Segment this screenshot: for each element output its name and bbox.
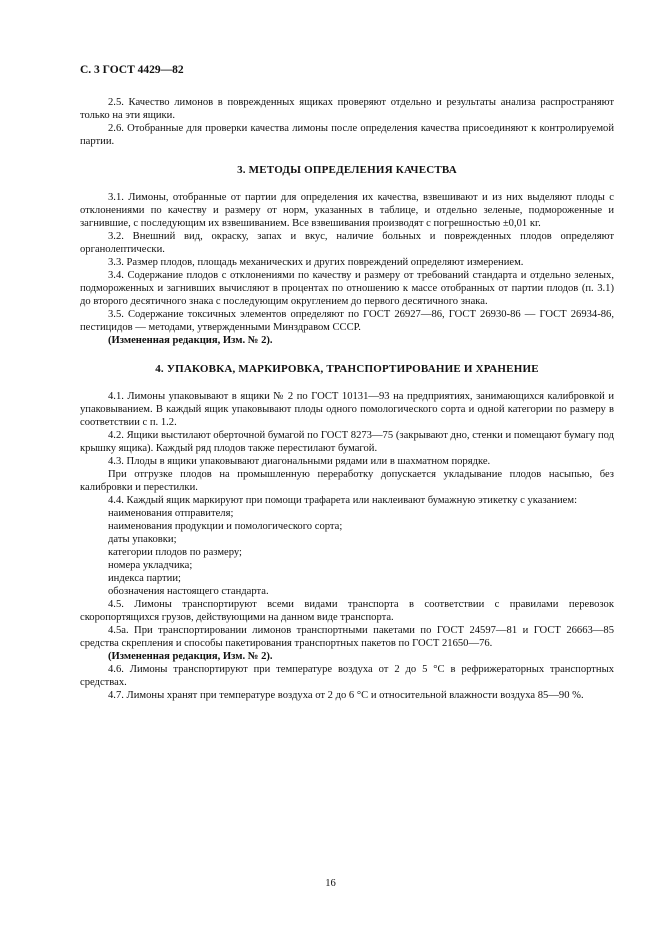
page-number: 16 [325,878,336,889]
document-body [80,96,614,702]
paragraph-4-4: 4.4. Каждый ящик маркируют при помощи трафарета или наклеивают бумажную этикетку с указанием: [108,495,578,506]
paragraph-3-4: 3.4. Содержание плодов с отклонениями по качеству и размеру от требований стандарта и отдельно зеленых, подмороженных и загнивших вычисляют в процентах по отношению к массе отобранных от партии плодов (п. 3.1) до второго десятичного знака с последующим округлением до первого десятичного знака. [80,270,614,307]
page-header: С. 3 ГОСТ 4429—82 [80,64,184,76]
paragraph-3-3: 3.3. Размер плодов, площадь механических и других повреждений определяют измерением. [108,257,524,268]
section-3-heading: 3. МЕТОДЫ ОПРЕДЕЛЕНИЯ КАЧЕСТВА [237,164,457,176]
paragraph-4-3: 4.3. Плоды в ящики упаковывают диагональными рядами или в шахматном порядке. [108,456,491,467]
paragraph-3-1: 3.1. Лимоны, отобранные от партии для определения их качества, взвешивают и из них выделяют плоды с отклонениями по качеству и размеру от норм, указанных в таблице, и отдельно зеленые, подмороженные и загнившие, с последующим их взвешиванием. Все взвешивания производят с погрешностью ±0,01 кг. [80,192,614,229]
label-list-item: наименования продукции и помологического сорта; [108,521,343,532]
paragraph-4-5a: 4.5а. При транспортировании лимонов транспортными пакетами по ГОСТ 24597—81 и ГОСТ 26663—85 средства скрепления и способы пакетирования транспортных пакетов по ГОСТ 21650—76. [80,625,614,649]
paragraph-2-6: 2.6. Отобранные для проверки качества лимоны после определения качества присоединяют к контролируемой партии. [80,123,614,147]
paragraph-2-5: 2.5. Качество лимонов в поврежденных ящиках проверяют отдельно и результаты анализа распространяют только на эти ящики. [80,97,614,121]
paragraph-4-2: 4.2. Ящики выстилают оберточной бумагой по ГОСТ 8273—75 (закрывают дно, стенки и помещают бумагу под крышку ящика). Каждый ряд плодов также перестилают бумагой. [80,430,614,454]
label-list-item: номера укладчика; [108,560,193,571]
label-list-item: наименования отправителя; [108,508,234,519]
paragraph-3-2: 3.2. Внешний вид, окраску, запах и вкус, наличие больных и поврежденных плодов определяют органолептически. [80,231,614,255]
section-4-heading: 4. УПАКОВКА, МАРКИРОВКА, ТРАНСПОРТИРОВАНИЕ И ХРАНЕНИЕ [155,363,539,375]
paragraph-4-7: 4.7. Лимоны хранят при температуре воздуха от 2 до 6 °С и относительной влажности воздуха 85—90 %. [108,690,584,701]
section-4-edition-note: (Измененная редакция, Изм. № 2). [108,651,273,662]
label-list-item: категории плодов по размеру; [108,547,243,558]
label-list-item: даты упаковки; [108,534,177,545]
paragraph-4-5: 4.5. Лимоны транспортируют всеми видами транспорта в соответствии с правилами перевозок скоропортящихся грузов, действующими на данном виде транспорта. [80,599,614,623]
paragraph-4-3-note: При отгрузке плодов на промышленную переработку допускается укладывание плодов насыпью, без калибровки и перестилки. [80,469,614,493]
paragraph-4-1: 4.1. Лимоны упаковывают в ящики № 2 по ГОСТ 10131—93 на предприятиях, занимающихся калибровкой и упаковыванием. В каждый ящик упаковывают плоды одного помологического сорта и одной категории по размеру в соответствии с п. 1.2. [80,391,614,428]
section-3-edition-note: (Измененная редакция, Изм. № 2). [108,335,273,346]
paragraph-4-6: 4.6. Лимоны транспортируют при температуре воздуха от 2 до 5 °С в рефрижераторных транспортных средствах. [80,664,614,688]
label-list-item: обозначения настоящего стандарта. [108,586,269,597]
label-list-item: индекса партии; [108,573,181,584]
paragraph-3-5: 3.5. Содержание токсичных элементов определяют по ГОСТ 26927—86, ГОСТ 26930-86 — ГОСТ 26934-86, пестицидов — методами, утвержденными Минздравом СССР. [80,309,614,333]
